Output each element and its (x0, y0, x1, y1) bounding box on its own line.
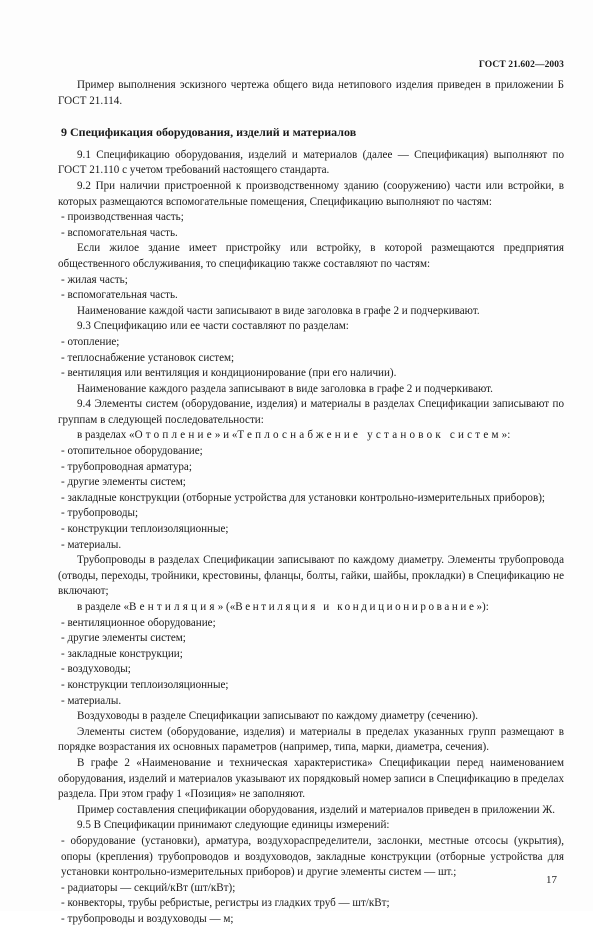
standard-code-header: ГОСТ 21.602—2003 (478, 60, 564, 70)
heating-sections-heading: в разделах «Отопление» и «Теплоснабжение установок систем»: (77, 429, 511, 442)
list-item: - другие элементы систем; (61, 632, 186, 645)
list-item: - конвекторы, трубы ребристые, регистры из гладких труб — шт/кВт; (61, 897, 390, 910)
paragraph-part-names: Наименование каждой части записывают в виде заголовка в графе 2 и подчеркивают. (77, 304, 480, 317)
list-item: - отопительное оборудование; (61, 445, 203, 458)
list-item: - закладные конструкции; (61, 647, 183, 660)
list-item: - конструкции теплоизоляционные; (61, 523, 229, 536)
paragraph-9-1: 9.1 Спецификацию оборудования, изделий и материалов (далее — Спецификация) выполняют по ГОСТ 21.110 с учетом требований настоящего стандарта. (58, 148, 564, 177)
column-2-note: В графе 2 «Наименование и техническая характеристика» Спецификации перед наименованием оборудования, изделий и материалов указывают их порядковый номер записи в Спецификацию в пределах раздела. При этом графу 1 «Позиция» не заполняют. (58, 756, 564, 801)
list-item: - материалы. (61, 694, 122, 707)
list-item: - трубопроводы; (61, 507, 139, 520)
paragraph-9-5: 9.5 В Спецификации принимают следующие единицы измерений: (77, 819, 390, 832)
list-item: - конструкции теплоизоляционные; (61, 678, 229, 691)
list-item: - вспомогательная часть. (61, 226, 178, 239)
list-item: - производственная часть; (61, 211, 184, 224)
intro-paragraph: Пример выполнения эскизного чертежа общего вида нетипового изделия приведен в приложении Б ГОСТ 21.114. (58, 79, 564, 107)
paragraph-9-2: 9.2 При наличии пристроенной к производственному зданию (сооружению) части или встройки, в которых размещаются вспомогательные помещения, Спецификацию выполняют по частям: (58, 179, 564, 208)
appendix-example-note: Пример составления спецификации оборудования, изделий и материалов приведен в приложении Ж. (77, 803, 556, 816)
list-item: - оборудование (установки), арматура, воздухораспределители, заслонки, местные отсосы (укрытия), опоры (крепления) трубопроводов и воздуховодов, закладные конструкции (отборные устройства для установки контрольно-измерительных приборов) и другие элементы систем — шт.; (61, 834, 564, 879)
pipes-note: Трубопроводы в разделах Спецификации записывают по каждому диаметру. Элементы трубопровода (отводы, переходы, тройники, крестовины, фланцы, болты, гайки, шайбы, прокладки) в Спецификацию не включают; (58, 554, 564, 598)
paragraph-9-4: 9.4 Элементы систем (оборудование, изделия) и материалы в разделах Спецификации записывают по группам в следующей последовательности: (58, 398, 564, 426)
list-item: - закладные конструкции (отборные устройства для установки контрольно-измерительных приборов); (61, 491, 545, 504)
page-body (58, 78, 564, 927)
list-item: - трубопроводы и воздуховоды — м; (61, 912, 234, 925)
page-number: 17 (546, 874, 557, 886)
ducts-note: Воздуховоды в разделе Спецификации записывают по каждому диаметру (сечению). (77, 710, 478, 723)
list-item: - трубопроводная арматура; (61, 460, 192, 473)
paragraph-section-names: Наименование каждого раздела записывают в виде заголовка в графе 2 и подчеркивают. (77, 382, 493, 395)
list-item: - другие элементы систем; (61, 476, 186, 489)
units-list (58, 834, 564, 927)
ventilation-section-heading: в разделе «Вентиляция» («Вентиляция и кондиционирование»): (77, 601, 489, 613)
section-title: 9 Спецификация оборудования, изделий и материалов (61, 125, 357, 140)
list-item: - вентиляционное оборудование; (61, 616, 216, 629)
list-item: - воздуховоды; (61, 663, 131, 676)
heating-items-list (58, 444, 564, 553)
paragraph-9-3: 9.3 Спецификацию или ее части составляют по разделам: (77, 320, 349, 333)
list-item: - вспомогательная часть. (61, 289, 178, 302)
groups-order-note: Элементы систем (оборудование, изделия) и материалы в пределах указанных групп размещают в порядке возрастания их основных параметров (например, типа, марки, диаметра, сечения). (58, 725, 564, 754)
paragraph-residential: Если жилое здание имеет пристройку или встройку, в которой размещаются предприятия общественного обслуживания, то спецификацию также составляют по частям: (58, 242, 564, 270)
list-item: - теплоснабжение установок систем; (61, 351, 235, 364)
list-item: - жилая часть; (61, 273, 128, 286)
list-item: - отопление; (61, 335, 120, 348)
list-item: - вентиляция или вентиляция и кондиционирование (при его наличии). (61, 367, 397, 380)
ventilation-items-list (58, 616, 564, 710)
list-item: - материалы. (61, 538, 122, 551)
list-item: - радиаторы — секций/кВт (шт/кВт); (61, 881, 236, 894)
